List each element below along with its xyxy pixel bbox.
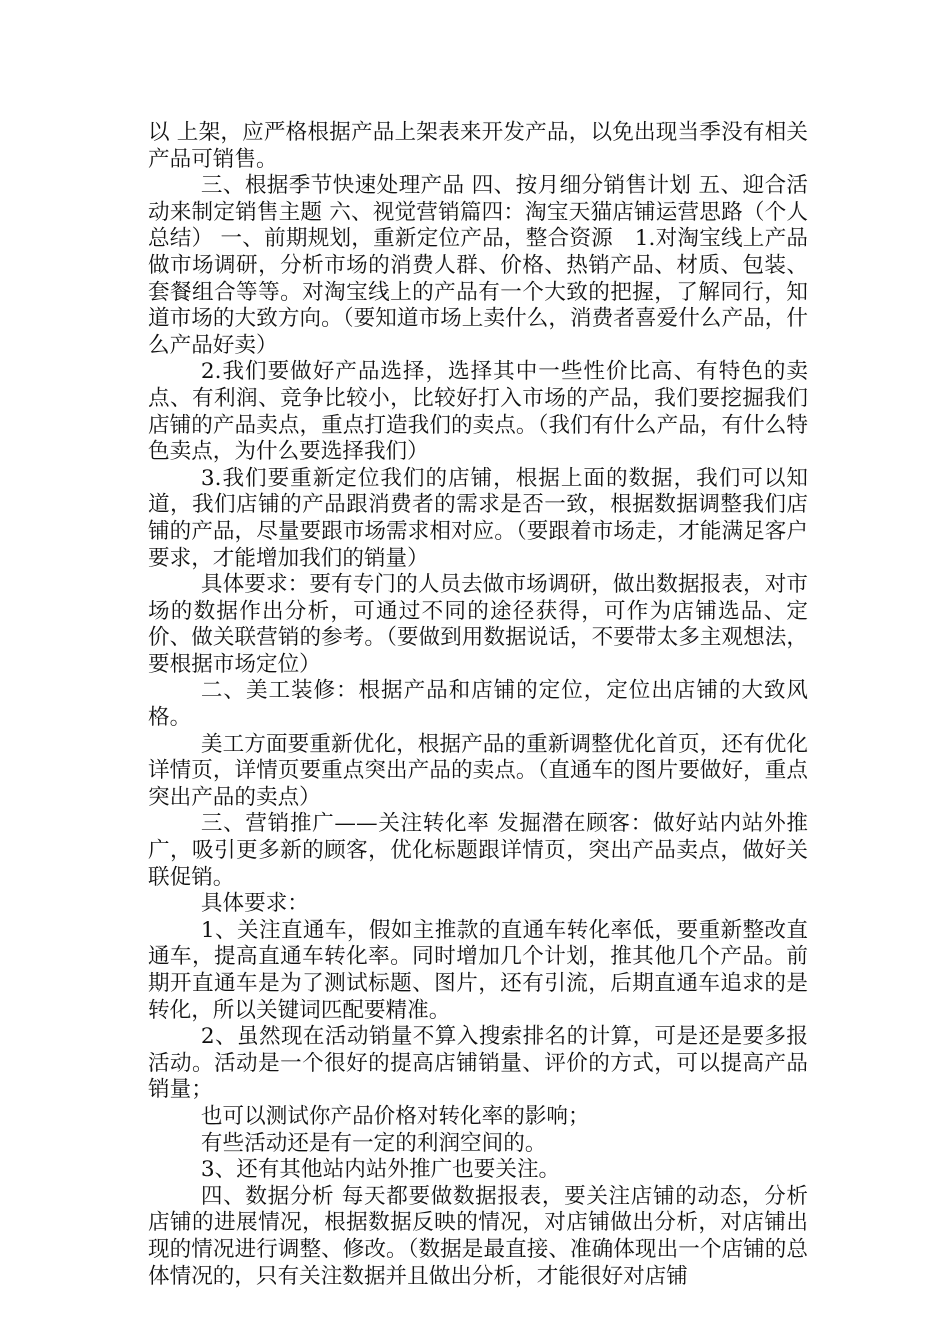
paragraph-design-optimization: 美工方面要重新优化，根据产品的重新调整优化首页，还有优化详情页，详情页要重点突出产品的卖点。（直通车的图片要做好，重点突出产品的卖点）	[148, 731, 808, 810]
paragraph-seasonal-sales-and-planning: 三、根据季节快速处理产品 四、按月细分销售计划 五、迎合活动来制定销售主题 六、视觉营销篇四：淘宝天猫店铺运营思路（个人总结） 一、前期规划，重新定位产品，整合资源 1.对淘宝线上产品做市场调研，分析市场的消费人群、价格、热销产品、材质、包装、套餐组合等等。对淘宝线上的产品有一个大致的把握，了解同行，知道市场的大致方向。（要知道市场上卖什么，消费者喜爱什么产品，什么产品好卖）	[148, 173, 808, 358]
paragraph-activities: 2、虽然现在活动销量不算入搜索排名的计算，可是还是要多报活动。活动是一个很好的提高店铺销量、评价的方式，可以提高产品销量；	[148, 1024, 808, 1103]
paragraph-specific-requirements-heading: 具体要求：	[200, 891, 309, 917]
paragraph-design-decoration: 二、美工装修：根据产品和店铺的定位，定位出店铺的大致风格。	[148, 678, 808, 731]
document-body	[148, 120, 808, 1290]
paragraph-other-promotion: 3、还有其他站内站外推广也要关注。	[200, 1157, 561, 1183]
paragraph-market-research-requirements: 具体要求：要有专门的人员去做市场调研，做出数据报表，对市场的数据作出分析，可通过不同的途径获得，可作为店铺选品、定价、做关联营销的参考。（要做到用数据说话，不要带太多主观想法，要根据市场定位）	[148, 572, 808, 677]
paragraph-through-train: 1、关注直通车，假如主推款的直通车转化率低，要重新整改直通车，提高直通车转化率。同时增加几个计划，推其他几个产品。前期开直通车是为了测试标题、图片，还有引流，后期直通车追求的是转化，所以关键词匹配要精准。	[148, 917, 808, 1023]
paragraph-data-analysis: 四、数据分析 每天都要做数据报表，要关注店铺的动态，分析店铺的进展情况，根据数据反映的情况，对店铺做出分析，对店铺出现的情况进行调整、修改。（数据是最直接、准确体现出一个店铺的总体情况的，只有关注数据并且做出分析，才能很好对店铺	[148, 1183, 808, 1289]
paragraph-store-repositioning: 3.我们要重新定位我们的店铺，根据上面的数据，我们可以知道，我们店铺的产品跟消费者的需求是否一致，根据数据调整我们店铺的产品，尽量要跟市场需求相对应。（要跟着市场走，才能满足客户要求，才能增加我们的销量）	[148, 465, 808, 571]
paragraph-continuation: 以 上架，应严格根据产品上架表来开发产品，以免出现当季没有相关产品可销售。	[148, 120, 808, 172]
paragraph-marketing-promotion: 三、营销推广——关注转化率 发掘潜在顾客：做好站内站外推广，吸引更多新的顾客，优化标题跟详情页，突出产品卖点，做好关联促销。	[148, 811, 808, 890]
paragraph-price-test: 也可以测试你产品价格对转化率的影响；	[200, 1103, 590, 1129]
paragraph-profit-space: 有些活动还是有一定的利润空间的。	[200, 1130, 547, 1156]
paragraph-product-selection: 2.我们要做好产品选择，选择其中一些性价比高、有特色的卖点、有利润、竞争比较小，比较好打入市场的产品，我们要挖掘我们店铺的产品卖点，重点打造我们的卖点。（我们有什么产品，有什么特色卖点，为什么要选择我们）	[148, 359, 808, 465]
